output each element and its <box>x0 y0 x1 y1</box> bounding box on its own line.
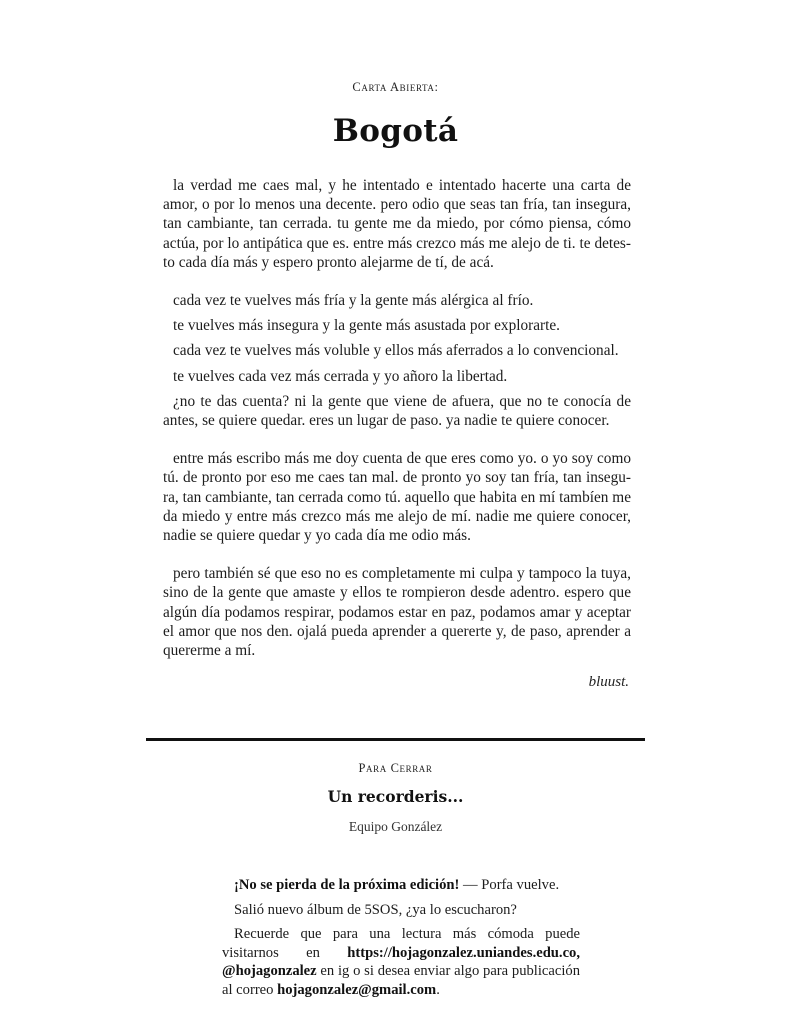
note-text-2: en ig o si desea enviar algo para publicación al correo <box>222 963 580 998</box>
note-end: . <box>436 981 440 998</box>
section-divider <box>146 738 645 741</box>
email-link[interactable]: hojagonzalez@gmail.com <box>277 981 437 998</box>
instagram-handle[interactable]: @hojagonzalez <box>222 963 317 979</box>
letter-paragraph-4: pero también sé que eso no es completamente mi culpa y tampoco la tuya, sino de la gente que amaste y ellos te rompieron desde adentro. espero que algún día podamos respirar, podamos estar en paz, podamos amar y aceptar el amor que nos den. ojalá pueda aprender a quererte y, de paso, aprender a quererme a mí. <box>163 565 631 660</box>
note-line-1 <box>222 876 580 895</box>
stanza-line-4: te vuelves cada vez más cerrada y yo añoro la libertad. <box>173 367 508 385</box>
section-label-carta-abierta: Carta Abierta: <box>352 80 439 94</box>
letter-paragraph-1: la verdad me caes mal, y he intentado e intentado hacerte una carta de amor, o por lo menos una decente. pero odio que seas tan fría, tan insegura, tan cambiante, tan cerrada. tu gente me da miedo, por cómo piensa, cómo actúa, por lo antipática que es. entre más crezco más me alejo de ti. te detesto cada día más y espero pronto alejarme de tí, de acá. <box>163 177 631 271</box>
note-line-3 <box>222 925 580 999</box>
stanza-line-3: cada vez te vuelves más voluble y ellos más aferrados a lo convencional. <box>173 342 619 360</box>
article-title: Bogotá <box>332 113 459 149</box>
letter-paragraph-3: entre más escribo más me doy cuenta de que eres como yo. o yo soy como tú. de pronto por eso me caes tan mal. de pronto yo soy tan fría, tan insegura, tan cambiante, tan cerrada como tú. aquello que habita en mí tambíen me da miedo y entre más crezco más me alejo de mí. nadie me quiere conocer, nadie se quiere quedar y yo cada día me odio más. <box>163 450 631 545</box>
closing-title: Un recorderis... <box>327 787 464 806</box>
note-line-2: Salió nuevo álbum de 5SOS, ¿ya lo escucharon? <box>234 901 517 918</box>
closing-byline: Equipo González <box>348 819 443 834</box>
section-label-para-cerrar: Para Cerrar <box>358 761 433 775</box>
next-edition-headline: ¡No se pierda de la próxima edición! <box>234 877 460 893</box>
stanza-line-5: ¿no te das cuenta? ni la gente que viene de afuera, que no te conocía de antes, se quiere quedar. eres un lugar de paso. ya nadie te quiere conocer. <box>163 392 631 430</box>
next-edition-rest: — Porfa vuelve. <box>459 877 560 893</box>
letter-body <box>163 176 631 660</box>
stanza-line-1: cada vez te vuelves más fría y la gente más alérgica al frío. <box>173 292 534 310</box>
note-text-1: Recuerde que para una lectura más cómoda puede visitarnos en <box>222 926 580 961</box>
signature: bluust. <box>588 674 629 690</box>
stanza-line-2: te vuelves más insegura y la gente más asustada por explorarte. <box>173 317 560 335</box>
website-link[interactable]: https://hojagonzalez.uniandes.edu.co, <box>347 944 580 961</box>
closing-note <box>222 876 580 1005</box>
